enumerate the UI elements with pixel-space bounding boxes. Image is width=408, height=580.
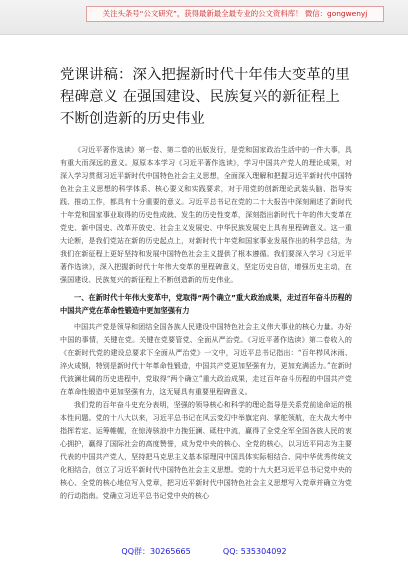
top-banner <box>0 0 408 35</box>
intro-paragraph: 《习近平著作选读》第一卷、第二卷的出版发行，是党和国家政治生活中的一件大事，具有重大而深远的意义。原原本本学习《习近平著作选读》，学习中国共产党人的理论成果，对深入学习贯彻习近平新时代中国特色社会主义思想，全面深入理解和把握习近平新时代中国特色社会主义思想的科学体系、核心要义和实践要求，对于用党的创新理论武装头脑、指导实践、推动工作，都具有十分重要的意义。习近平总书记在党的二十大报告中深刻阐述了新时代十年党和国家事业取得的历史性成就、发生的历史性变革，深刻指出新时代十年的伟大变革在党史、新中国史、改革开放史、社会主义发展史、中华民族发展史上具有里程碑意义。这一重大论断，是我们党站在新的历史起点上，对新时代十年党和国家事业发展作出的科学总结，为我们在新征程上更好坚持和发展中国特色社会主义提供了根本遵循。我们要深入学习《习近平著作选读》，深入把握新时代十年伟大变革的里程碑意义，坚定历史自信，增强历史主动，在强国建设、民族复兴的新征程上不断创造新的历史伟业。 <box>60 146 352 284</box>
qq-number-text: QQ: 535304092 <box>222 547 287 556</box>
footer <box>0 534 408 580</box>
section-paragraph: 中国共产党是领导和团结全国各族人民建设中国特色社会主义伟大事业的核心力量。办好中国的事情，关键在党。关键在党要管党、全面从严治党。《习近平著作选读》第二卷收入的《在新时代党的建设总要求下全面从严治党》一文中，习近平总书记指出：“百年栉风沐雨、淬火成钢，特别是新时代十年革命性锻造，中国共产党更加坚强有力，更加充满活力。”在新时代波澜壮阔的历史进程中，党取得“两个确立”重大政治成果，走过百年奋斗历程的中国共产党在革命性锻造中更加坚强有力，这无疑具有重要里程碑意义。 <box>60 323 352 396</box>
section-heading: 一、在新时代十年伟大变革中，党取得“两个确立”重大政治成果，走过百年奋斗历程的中国共产党在革命性锻造中更加坚强有力 <box>60 293 352 315</box>
section-paragraph: 我们党的百年奋斗史充分表明，坚强的领导核心和科学的理论指导是关系党前途命运的根本性问题。党的十八大以来，习近平总书记在风云变幻中举旗定向、掌舵领航，在大战大考中指挥若定、运筹帷幄，在惊涛骇浪中力挽狂澜、砥柱中流，赢得了全党全军全国各族人民的衷心拥护，赢得了国际社会的高度赞誉，成为党中央的核心、全党的核心，以习近平同志为主要代表的中国共产党人，坚持把马克思主义基本原理同中国具体实际相结合、同中华优秀传统文化相结合，创立了习近平新时代中国特色社会主义思想。党的十九大把习近平总书记党中央的核心、全党的核心地位写入党章，把习近平新时代中国特色社会主义思想写入党章并确立为党的行动指南。党确立习近平总书记党中央的核心 <box>60 401 352 500</box>
qq-group-text: QQ群：30265665 <box>121 547 191 556</box>
promo-banner-text: 关注头条号“公文研究”，获得最新最全最专业的公文资料库！ 微信：gongwenyj <box>86 6 384 22</box>
document-body <box>60 64 352 503</box>
document-title: 党课讲稿：深入把握新时代十年伟大变革的里程碑意义 在强国建设、民族复兴的新征程上不断创造新的历史伟业 <box>60 67 350 127</box>
